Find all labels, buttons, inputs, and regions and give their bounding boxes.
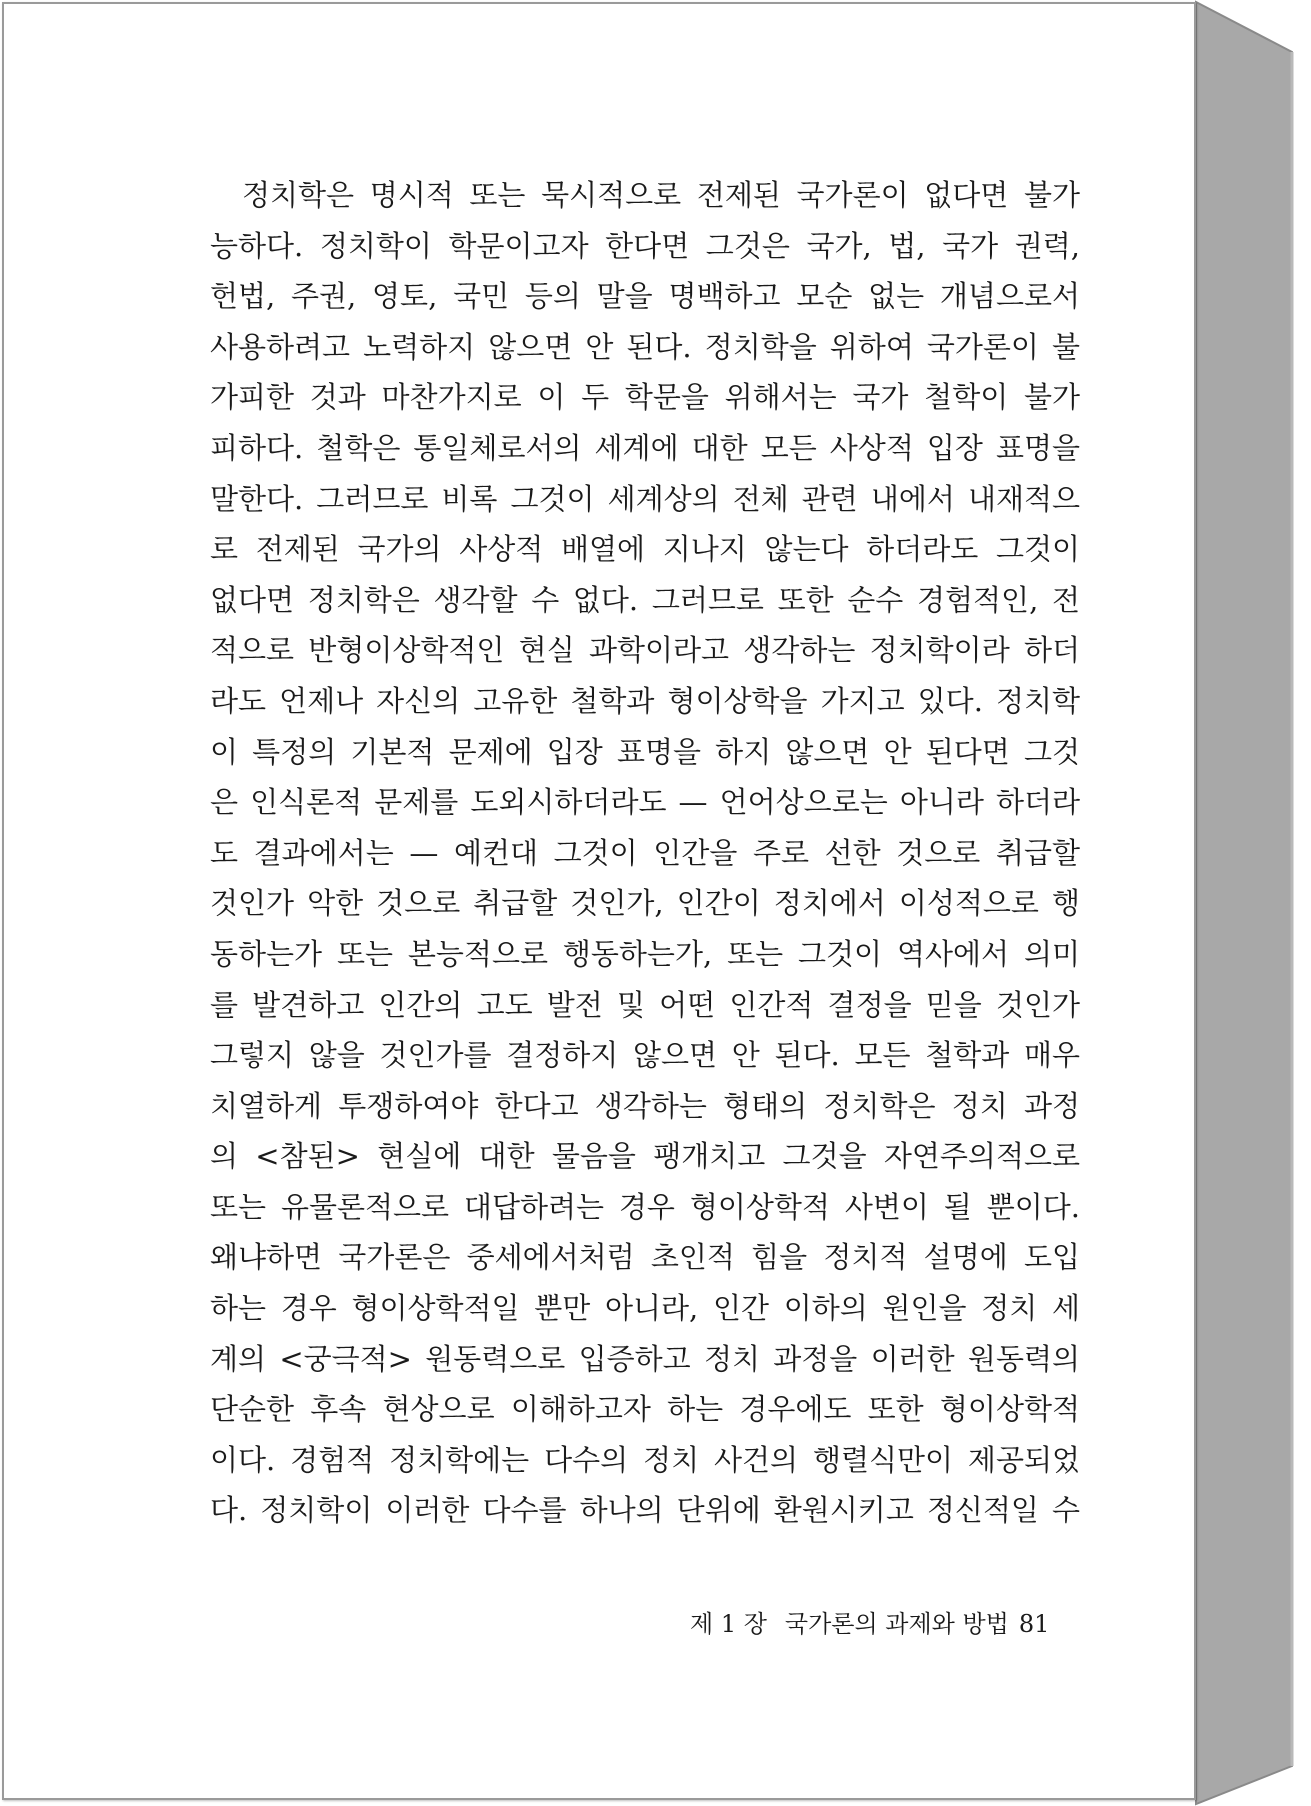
text-line: 도 결과에서는 — 예컨대 그것이 인간을 주로 선한 것으로 취급할 [210, 835, 1080, 870]
text-line: 가피한 것과 마찬가지로 이 두 학문을 위해서는 국가 철학이 불가 [210, 380, 1080, 415]
text-line: 치열하게 투쟁하여야 한다고 생각하는 형태의 정치학은 정치 과정 [210, 1088, 1080, 1123]
text-line: 계의 <궁극적> 원동력으로 입증하고 정치 과정을 이러한 원동력의 [210, 1341, 1080, 1376]
text-line: 또는 유물론적으로 대답하려는 경우 형이상학적 사변이 될 뿐이다. [210, 1189, 1080, 1224]
text-line: 라도 언제나 자신의 고유한 철학과 형이상학을 가지고 있다. 정치학 [210, 683, 1080, 718]
text-line: 그렇지 않을 것인가를 결정하지 않으면 안 된다. 모든 철학과 매우 [210, 1038, 1080, 1073]
text-line: 단순한 후속 현상으로 이해하고자 하는 경우에도 또한 형이상학적 [210, 1392, 1080, 1427]
text-line: 하는 경우 형이상학적일 뿐만 아니라, 인간 이하의 원인을 정치 세 [210, 1291, 1080, 1326]
text-line: 능하다. 정치학이 학문이고자 한다면 그것은 국가, 법, 국가 권력, [210, 228, 1080, 263]
text-line: 다. 정치학이 이러한 다수를 하나의 단위에 환원시키고 정신적일 수 [210, 1493, 1080, 1528]
text-line: 정치학은 명시적 또는 묵시적으로 전제된 국가론이 없다면 불가 [242, 178, 1080, 212]
page-number: 81 [1018, 1610, 1050, 1638]
text-line: 것인가 악한 것으로 취급할 것인가, 인간이 정치에서 이성적으로 행 [210, 886, 1080, 921]
chapter-title: 국가론의 과제와 방법 [784, 1610, 1009, 1638]
text-line: 이 특정의 기본적 문제에 입장 표명을 하지 않으면 안 된다면 그것 [210, 734, 1080, 769]
body-paragraph [210, 170, 1080, 1536]
text-line: 헌법, 주권, 영토, 국민 등의 말을 명백하고 모순 없는 개념으로서 [210, 279, 1080, 314]
text-line: 없다면 정치학은 생각할 수 없다. 그러므로 또한 순수 경험적인, 전 [210, 582, 1080, 617]
text-line: 피하다. 철학은 통일체로서의 세계에 대한 모든 사상적 입장 표명을 [210, 430, 1080, 465]
text-line: 사용하려고 노력하지 않으면 안 된다. 정치학을 위하여 국가론이 불 [210, 329, 1080, 364]
text-line: 로 전제된 국가의 사상적 배열에 지나지 않는다 하더라도 그것이 [210, 532, 1080, 567]
text-line: 왜냐하면 국가론은 중세에서처럼 초인적 힘을 정치적 설명에 도입 [210, 1240, 1080, 1275]
text-line: 동하는가 또는 본능적으로 행동하는가, 또는 그것이 역사에서 의미 [210, 936, 1080, 971]
text-line: 은 인식론적 문제를 도외시하더라도 — 언어상으로는 아니라 하더라 [210, 785, 1080, 820]
chapter-label: 제 1 장 [690, 1610, 767, 1638]
text-line: 의 <참된> 현실에 대한 물음을 팽개치고 그것을 자연주의적으로 [210, 1139, 1080, 1174]
text-line: 이다. 경험적 정치학에는 다수의 정치 사건의 행렬식만이 제공되었 [210, 1442, 1080, 1477]
text-line: 적으로 반형이상학적인 현실 과학이라고 생각하는 정치학이라 하더 [210, 633, 1080, 668]
text-line: 말한다. 그러므로 비록 그것이 세계상의 전체 관련 내에서 내재적으 [210, 481, 1080, 516]
text-line: 를 발견하고 인간의 고도 발전 및 어떤 인간적 결정을 믿을 것인가 [210, 987, 1080, 1022]
running-footer [690, 1604, 1050, 1639]
